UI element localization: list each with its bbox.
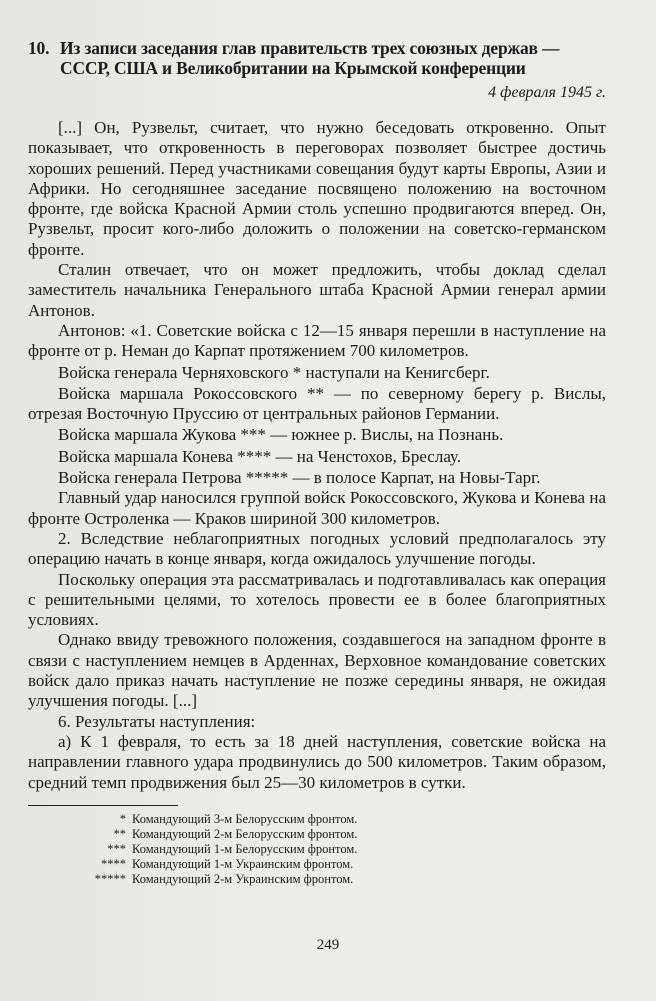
paragraph-chernyakhovsky: Войска генерала Черняховского * наступали на Кенигсберг. bbox=[58, 362, 490, 382]
paragraph-weather: 2. Вследствие неблагоприятных погодных условий предполагалось эту операцию начать в конце января, когда ожидалось улучшение погоды. bbox=[28, 528, 606, 569]
footnote-mark: **** bbox=[101, 856, 126, 871]
paragraph-operation: Поскольку операция эта рассматривалась и подготавливалась как операция с решительными целями, то хотелось провести ее в более благоприятных условиях. bbox=[28, 569, 606, 630]
footnote-mark: * bbox=[119, 811, 126, 826]
footnote-mark: ** bbox=[113, 826, 126, 841]
paragraph-roosevelt: [...] Он, Рузвельт, считает, что нужно беседовать откровенно. Опыт показывает, что откровенность в переговорах позволяет быстрее достичь хороших решений. Перед участниками совещания будут карты Европы, Азии и Африки. Но сегодняшнее заседание посвящено положению на восточном фронте, где войска Красной Армии столь успешно продвигаются вперед. Он, Рузвельт, просит кого-либо доложить о положении на советско-германском фронте. bbox=[28, 118, 606, 259]
document-number: 10. bbox=[28, 38, 50, 58]
footnote-text: Командующий 1-м Украинским фронтом. bbox=[132, 856, 354, 871]
paragraph-ardennes: Однако ввиду тревожного положения, создавшегося на западном фронте в связи с наступлением немцев в Арденнах, Верховное командование советских войск дало приказ начать наступление не позже середины января, не ожидая улучшения погоды. [...] bbox=[28, 630, 606, 711]
paragraph-rokossovsky: Войска маршала Рокоссовского ** — по северному берегу р. Вислы, отрезая Восточную Пруссию от центральных районов Германии. bbox=[28, 383, 606, 424]
paragraph-petrov: Войска генерала Петрова ***** — в полосе Карпат, на Новы-Тарг. bbox=[58, 468, 541, 488]
footnote-text: Командующий 3-м Белорусским фронтом. bbox=[132, 811, 358, 826]
footnote-divider bbox=[28, 805, 178, 806]
footnote-mark: ***** bbox=[94, 871, 126, 886]
document-heading bbox=[28, 38, 606, 78]
paragraph-results-heading: 6. Результаты наступления: bbox=[58, 711, 256, 731]
document-date: 4 февраля 1945 г. bbox=[488, 84, 606, 101]
footnote bbox=[28, 842, 606, 857]
paragraph-konev: Войска маршала Конева **** — на Ченстохов, Бреслау. bbox=[58, 446, 462, 466]
page-number: 249 bbox=[316, 937, 340, 953]
footnote-text: Командующий 2-м Белорусским фронтом. bbox=[132, 826, 358, 841]
footnote bbox=[28, 827, 606, 842]
paragraph-stalin: Сталин отвечает, что он может предложить, чтобы доклад сделал заместитель начальника Генерального штаба Красной Армии генерал армии Антонов. bbox=[28, 260, 606, 320]
footnote bbox=[28, 857, 606, 872]
paragraph-results-a: а) К 1 февраля, то есть за 18 дней наступления, советские войска на направлении главного удара продвинулись до 500 километров. Таким образом, средний темп продвижения был 25—30 километров в сутки. bbox=[28, 731, 606, 792]
paragraph-main-strike: Главный удар наносился группой войск Рокоссовского, Жукова и Конева на фронте Остроленка — Краков шириной 300 километров. bbox=[28, 488, 606, 528]
page-content bbox=[28, 38, 606, 887]
footnote-text: Командующий 1-м Белорусским фронтом. bbox=[132, 841, 358, 856]
document-title: Из записи заседания глав правительств трех союзных держав — СССР, США и Великобритании на Крымской конференции bbox=[60, 38, 560, 78]
document-body bbox=[28, 118, 606, 793]
footnote bbox=[28, 872, 606, 887]
footnote bbox=[28, 812, 606, 827]
footnote-mark: *** bbox=[107, 841, 126, 856]
paragraph-antonov-1: Антонов: «1. Советские войска с 12—15 января перешли в наступление на фронте от р. Неман до Карпат протяжением 700 километров. bbox=[28, 320, 606, 361]
footnotes bbox=[28, 812, 606, 887]
paragraph-zhukov: Войска маршала Жукова *** — южнее р. Вислы, на Познань. bbox=[58, 425, 504, 445]
footnote-text: Командующий 2-м Украинским фронтом. bbox=[132, 871, 354, 886]
